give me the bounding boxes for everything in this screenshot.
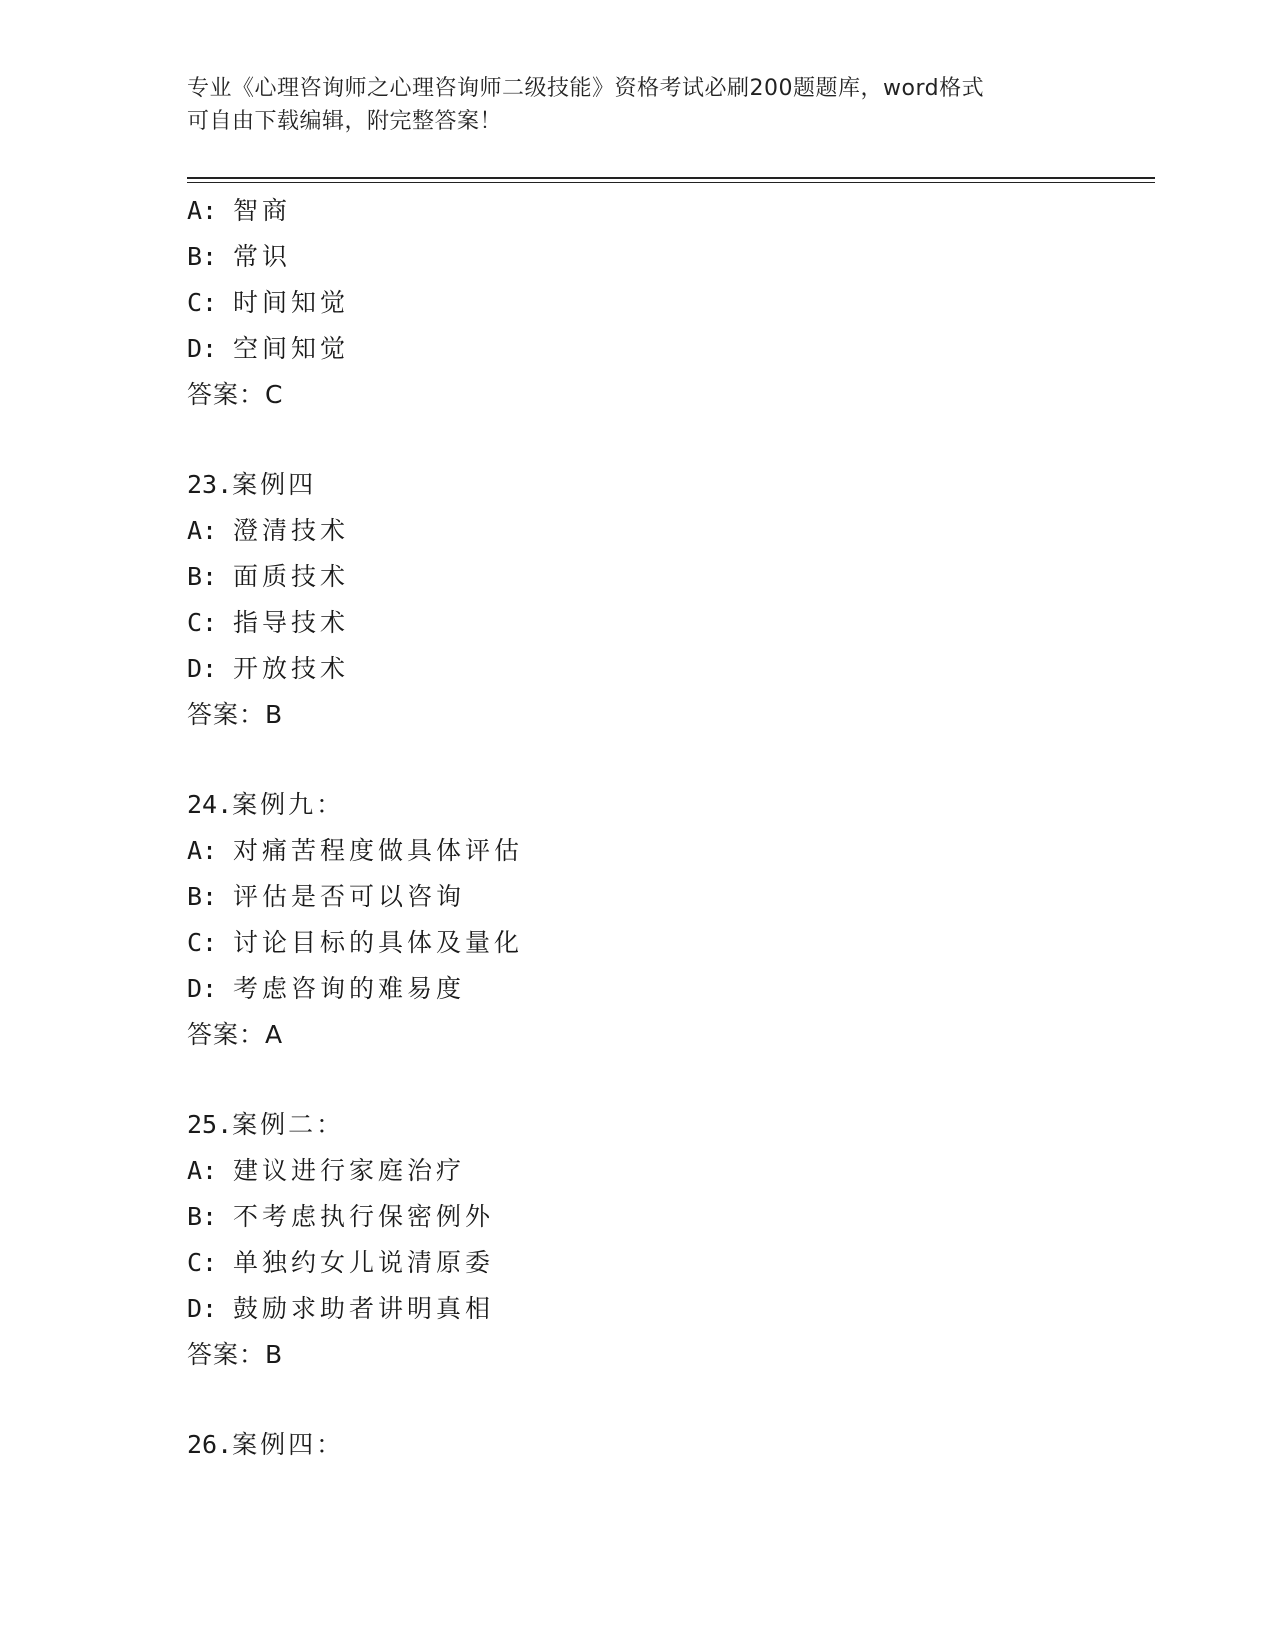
option-c (187, 280, 1147, 326)
option-text: 讨论目标的具体及量化 (233, 928, 524, 957)
option-text: 智商 (233, 196, 292, 225)
option-b (187, 1194, 1147, 1240)
option-d (187, 1286, 1147, 1332)
option-label: A: (187, 516, 218, 545)
question-fragment (187, 188, 1147, 418)
question-number: 25. (187, 1110, 233, 1139)
option-label: D: (187, 334, 218, 363)
question-26 (187, 1422, 1147, 1468)
option-label: A: (187, 196, 218, 225)
option-text: 空间知觉 (233, 334, 350, 363)
option-label: A: (187, 836, 218, 865)
option-text: 时间知觉 (233, 288, 350, 317)
option-a (187, 188, 1147, 234)
option-c (187, 920, 1147, 966)
header-divider-thin (187, 182, 1155, 183)
option-d (187, 326, 1147, 372)
answer-line: 答案：B (187, 1340, 284, 1369)
option-text: 鼓励求助者讲明真相 (233, 1294, 495, 1323)
question-23 (187, 462, 1147, 738)
option-a (187, 1148, 1147, 1194)
question-number: 23. (187, 470, 233, 499)
question-text: 案例九： (232, 790, 345, 819)
option-label: A: (187, 1156, 218, 1185)
question-number: 24. (187, 790, 233, 819)
question-text: 案例四 (232, 470, 317, 499)
answer-line: 答案：A (187, 1020, 284, 1049)
option-text: 常识 (233, 242, 292, 271)
option-c (187, 600, 1147, 646)
option-b (187, 554, 1147, 600)
header-line-2: 可自由下载编辑，附完整答案！ (187, 109, 503, 134)
option-b (187, 234, 1147, 280)
option-text: 指导技术 (233, 608, 350, 637)
question-number: 26. (187, 1430, 233, 1459)
question-text: 案例二： (232, 1110, 345, 1139)
option-text: 开放技术 (233, 654, 350, 683)
question-text: 案例四： (232, 1430, 345, 1459)
option-label: B: (187, 1202, 218, 1231)
question-title (187, 1422, 1147, 1468)
option-label: C: (187, 1248, 218, 1277)
option-text: 评估是否可以咨询 (233, 882, 466, 911)
option-d (187, 646, 1147, 692)
option-text: 单独约女儿说清原委 (233, 1248, 495, 1277)
option-a (187, 508, 1147, 554)
question-title (187, 462, 1147, 508)
option-label: B: (187, 882, 218, 911)
option-label: C: (187, 928, 218, 957)
option-label: C: (187, 288, 218, 317)
option-d (187, 966, 1147, 1012)
question-title (187, 782, 1147, 828)
option-b (187, 874, 1147, 920)
option-text: 考虑咨询的难易度 (233, 974, 466, 1003)
question-24 (187, 782, 1147, 1058)
option-label: D: (187, 974, 218, 1003)
option-text: 澄清技术 (233, 516, 350, 545)
option-c (187, 1240, 1147, 1286)
option-label: D: (187, 654, 218, 683)
document-header (187, 72, 1087, 138)
header-divider-thick (187, 177, 1155, 179)
option-text: 不考虑执行保密例外 (233, 1202, 495, 1231)
option-label: C: (187, 608, 218, 637)
option-label: D: (187, 1294, 218, 1323)
header-line-1: 专业《心理咨询师之心理咨询师二级技能》资格考试必刷200题题库，word格式 (187, 76, 985, 101)
answer-line: 答案：C (187, 380, 284, 409)
option-label: B: (187, 562, 218, 591)
option-text: 面质技术 (233, 562, 350, 591)
question-title (187, 1102, 1147, 1148)
answer-line: 答案：B (187, 700, 284, 729)
question-25 (187, 1102, 1147, 1378)
option-text: 建议进行家庭治疗 (233, 1156, 466, 1185)
option-label: B: (187, 242, 218, 271)
question-list (187, 188, 1147, 1468)
option-text: 对痛苦程度做具体评估 (233, 836, 524, 865)
option-a (187, 828, 1147, 874)
